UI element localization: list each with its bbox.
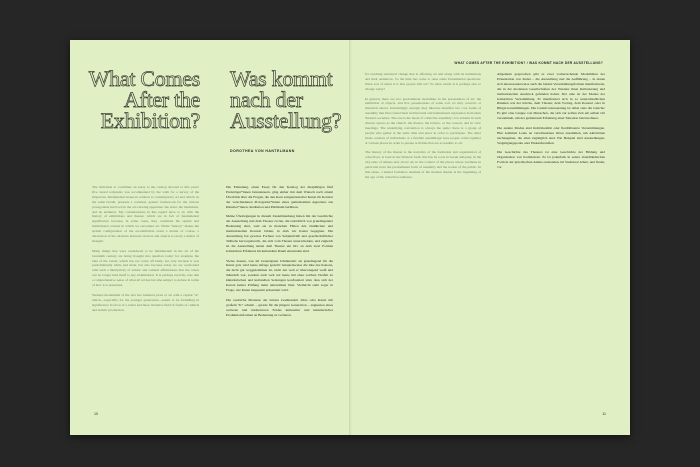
paragraph: for reaching structural change that is affecting art and along with its institutions and their audiences. So the time has come to raise some fundamental questions: What sort of ritual is it that people still act? To what extent is it perhaps also to change today?: [365, 72, 481, 91]
author-byline: DOROTHEA VON HANTELMANN: [230, 149, 295, 153]
german-column: [497, 72, 605, 407]
paragraph: The history of the theater is the narrative of the formation and organization of collectives, at least in the Western form; this has its roots in Greek antiquity, in the city-state of Athens and, above all, in the context of the places where Germans in particular have the predominant form of assembly and the notion of the public. In this sense, a shared formative moment of the modern theater is the beginning of the age of the collective audience.: [365, 150, 481, 179]
paragraph: Vieles dessen, was im zwanzigsten Jahrhundert als grundlegend für die Kunst galt, wird heute infrage gestellt: beispielsweise die Idee des Kanons, die nicht gut weggekommen ist, nicht nur weil er überwiegend weiß und männlich war, sondern auch weil wir heute mit einer solchen Vielfalt an künstlerischen und kulturellen Setzungen konfrontiert sind, dass sich der Kanon keiner Prüfung mehr unterziehen lässt. Vielleicht steht sogar in Frage, wie Kunst insgesamt präsentiert wird.: [226, 258, 333, 292]
paragraph: Allgemein gesprochen gibt es zwei vorherrschende Modalitäten der Präsentation von Kunst – die Ausstellung und die Aufführung – in denen sich interessanterweise auch die beiden Versammlungsformen manifestieren, die in der modernen Gesellschaften des Westens ihren Kulturierung und institutionellen Ausdruck gefunden haben. Der eine ist der Modus der kollektiven Versammlung. Er manifestiert sich in so unterschiedlichen Räumen wie der Kirche, dem Theater, dem Vortrag, dem Konzert oder in Bürgerversammlungen. Die Grundvoraussetzung ist dabei stets die Gleiche: Es gibt eine Gruppe von Menschen, die sich zur selben Zeit am selben Ort versammelt, um der gemeinsam Erfahrung einer Situation beizuwohnen.: [497, 72, 605, 121]
paragraph: Many things that were considered to be fundamental in the art of the twentieth century are being brought into question today: for example, the idea of the canon, which has not come off badly, not only because it was predominantly white and male, but also because today we are confronted with such a multiplicity of artistic and cultural affirmations that the canon can no longer lend itself to any examination. It is perhaps even the case that a comprehensive sense of what all art has become subject to debate in terms of how it is presented.: [92, 248, 199, 288]
english-column: [365, 72, 481, 407]
book-spread: [70, 40, 630, 435]
running-head: WHAT COMES AFTER THE EXHIBITION? / WAS KOMMT NACH DER AUSSTELLUNG?: [454, 61, 603, 65]
english-column: [92, 185, 199, 407]
paragraph: Die westliche Moderne der letzten zweihundert Jahre oder Kunst mit großem "K" scheint – gerade für die jüngere Generation – zugunsten eines weiteren und inklusiveren Feldes kultureller und künstlerischer Produktionsformen an Bedeutung zu verlieren.: [226, 297, 333, 317]
german-column: [226, 185, 333, 407]
paragraph: Meine Überlegungen in diesem Zusammenhang haben mit der Geschichte der Ausstellung und dem Theater zu tun, die tatsächlich von grundlegender Bedeutung sind, weil sie in manchen Fällen den räumlichen und institutionellen Kontext bilden, in dem wir Kunst begegnen. Die Ausstellung hat gewisse Formen von Subjektivität und gesellschaftlicher Teilhabe hervorgebracht, die sich vom Theater unterscheiden, und zugleich ist die Ausstellung neben dem Theater ein Ort, an dem zwei Formen kollektiven Erfahrens im kulturellen Raum entstanden sind.: [226, 214, 333, 253]
paragraph: In general, there are two predominant modalities in the presentation of art: the exhibition of objects, and live presentations of some sort, be they concerts or theatrical shows. Interestingly enough, they likewise manifest two core forms of assembly that have found their architectural and institutional expression in modern Western societies. The one is the mode of collective assembly: it is evident in such diverse spaces as the church, the theater, the lecture, or the concert, and in civic meetings. The underlying convention is always the same: there is a group of people who gather at the same time and place in order to participate. The other mode consists of individuals or a flexible assemblage: here people come together at various places in order to pursue activities that are accessible to all.: [365, 96, 481, 145]
left-page: [70, 40, 350, 435]
paragraph: Die Geschichte des Theaters ist eine Geschichte der Bildung und Organisation von Kollektiven. Es ist jedenfalls in seiner abendländischen Form in der griechischen Antike entstanden, im Stadtstaat Athen, und findet, vor: [497, 150, 605, 170]
paragraph: The invitation to contribute an essay to the catalog devoted to this year's five award recipients was accompanied by the wish for a survey of the important, fundamental issues in relation to contemporary art and which, in the same breath, presents a common, generic framework for the various protagonists involved in the art-viewing apparatus: the artist, the institution, and its audience. My considerations in this regard have to do with the history of exhibitions and theater, which are in fact of fundamental significance because, in some cases, they constitute the spatial and institutional context in which we encounter art. While "history" makes the spatial configuration of the art-exhibition event a matter of course, a discussion of the relations between viewers and objects is rarely a matter of thought.: [92, 185, 199, 243]
title-english: What Comes After the Exhibition?: [88, 66, 200, 133]
page-number: 11: [602, 412, 606, 416]
paragraph: Western modernism of the last two hundred years or art with a capital "A" which—especially for the younger generation—seems to be dwindling in significance in favor of a wider and more inclusive field of forms of cultural and artistic production.: [92, 292, 199, 312]
right-page: [350, 40, 630, 435]
paragraph: Die andere Modus sind Individualität oder flexibilisierte Versammlungen. Hier kommen Leute an verschiedenen Orten zusammen, um Aktivitäten nachzugehen, die allen zugänglich sind. Ein Beispiel sind Ausstellungen, Vergnügungsparks oder Einkaufsstraßen.: [497, 125, 605, 145]
page-number: 10: [94, 412, 98, 416]
title-german: Was kommt nach der Ausstellung?: [230, 66, 342, 133]
paragraph: Die Einladung, einen Essay für den Katalog der diesjährigen fünf Preisträger*innen beizusteuern, ging einher mit dem Wunsch nach einem Überblick über die Fragen, die den Kern zeitgenössischer Kunst im Kontext der verschiedenen Protagonist*innen eines gemeinsamen Apparates aus Künstler*innen, Institution und Publikum berühren.: [226, 185, 333, 209]
